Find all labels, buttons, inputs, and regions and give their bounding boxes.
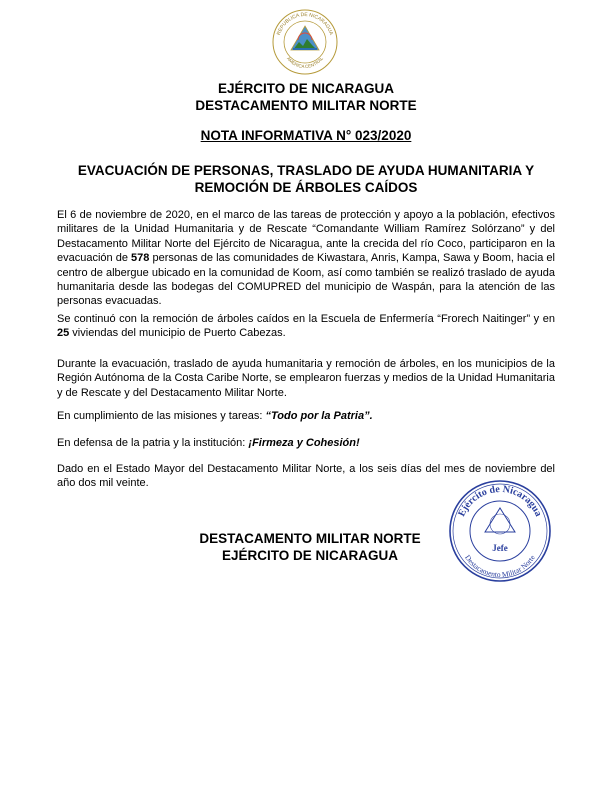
paragraph-tree-removal: [57, 312, 555, 341]
signature-line-2: EJÉRCITO DE NICARAGUA: [221, 548, 399, 563]
official-stamp: [447, 478, 553, 584]
paragraph-dated: Dado en el Estado Mayor del Destacamento Militar Norte, a los seis días del mes de noviembre del año dos mil veinte.: [57, 463, 555, 490]
paragraph-text: En cumplimiento de las misiones y tareas:: [57, 410, 266, 422]
stamp-top-text: Ejército de Nicaragua: [456, 483, 544, 519]
title-line-2: REMOCIÓN DE ÁRBOLES CAÍDOS: [194, 180, 418, 195]
paragraph-text: En defensa de la patria y la institución:: [57, 437, 249, 449]
motto-firmeza: ¡Firmeza y Cohesión!: [248, 437, 360, 449]
svg-text:Destacamento Militar Norte: [463, 553, 537, 579]
stamp-bottom-text: Destacamento Militar Norte: [463, 553, 537, 580]
signature-line-1: DESTACAMENTO MILITAR NORTE: [199, 531, 421, 546]
svg-text:AMERICA CENTRAL: AMERICA CENTRAL: [285, 55, 325, 70]
paragraph-evacuation: [57, 208, 555, 309]
paragraph-motto-2: [57, 436, 555, 450]
motto-todo-por-la-patria: “Todo por la Patria”.: [265, 410, 373, 422]
paragraph-text: El 6 de noviembre de 2020, en el marco de las tareas de protección y apoyo a la población, efectivos militares de la Unidad Humanitaria y de Rescate “Comandante William Ramírez Solórzano” y del Destacamento Militar Norte del Ejército de Nicaragua, ante la crecida del río Coco, participaron en la evacuación de: [57, 209, 555, 265]
svg-text:REPUBLICA DE NICARAGUA: REPUBLICA DE NICARAGUA: [276, 11, 334, 36]
paragraph-motto-1: [57, 409, 555, 423]
paragraph-forces: Durante la evacuación, traslado de ayuda humanitaria y remoción de árboles, en los municipios de la Región Autónoma de la Costa Caribe Norte, se emplearon fuerzas y medios de la Unidad Humanitaria y de Rescate y del Destacamento Militar Norte.: [57, 358, 555, 399]
header-line-1: EJÉRCITO DE NICARAGUA: [217, 81, 395, 96]
houses-count: 25: [57, 327, 70, 340]
paragraph-text: personas de las comunidades de Kiwastara, Anris, Kampa, Sawa y Boom, hacia el centro de albergue ubicado en la comunidad de Koom, así como también se realizó traslado de ayuda humanitaria desde las bodegas del COMUPRED del municipio de Waspán, para la atención de las personas evacuadas.: [57, 252, 555, 308]
document-number: NOTA INFORMATIVA N° 023/2020: [200, 128, 412, 143]
paragraph-text: Se continuó con la remoción de árboles caídos en la Escuela de Enfermería “Frorech Naitinger” y en: [57, 313, 555, 325]
paragraph-text: viviendas del municipio de Puerto Cabezas.: [69, 327, 286, 340]
evacuated-count: 578: [131, 252, 150, 265]
nicaragua-coat-of-arms-seal: [271, 8, 339, 76]
title-line-1: EVACUACIÓN DE PERSONAS, TRASLADO DE AYUDA HUMANITARIA Y: [77, 163, 535, 178]
header-line-2: DESTACAMENTO MILITAR NORTE: [195, 98, 417, 113]
stamp-center-label: Jefe: [492, 543, 508, 553]
